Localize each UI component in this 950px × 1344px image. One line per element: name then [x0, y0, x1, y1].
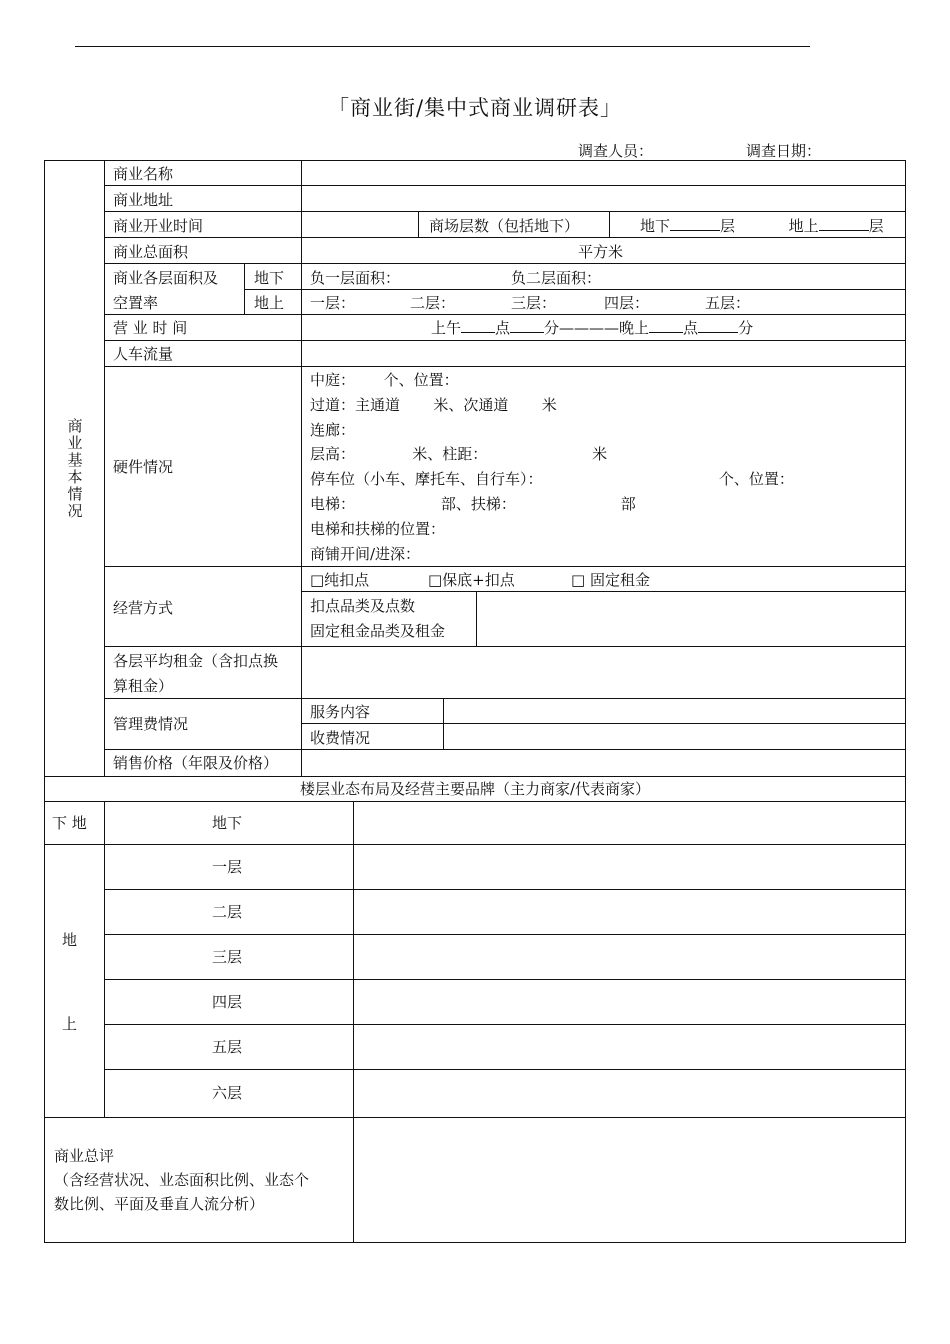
total-area-label: 商业总面积: [113, 243, 189, 261]
date-label: 调查日期：: [746, 142, 822, 160]
hardware-line: 停车位（小车、摩托车、自行车）： 个、位置：: [310, 470, 794, 489]
avg-rent-label-2: 算租金）: [113, 677, 174, 695]
hardware-line: 商铺开间/进深：: [310, 544, 421, 563]
business-name-label: 商业名称: [113, 165, 174, 183]
floor-label: 二层: [212, 902, 243, 921]
area-unit: 平方米: [578, 243, 624, 261]
f2-label: 二层：: [410, 294, 456, 312]
hardware-line: 层高： 米、柱距： 米: [310, 445, 608, 464]
summary-label: 商业总评: [54, 1147, 115, 1165]
b2-area-label: 负二层面积：: [511, 269, 602, 287]
avg-rent-label-1: 各层平均租金（含扣点换: [113, 652, 279, 670]
floor-label: 三层: [212, 947, 243, 966]
section-basic-info-label: 商 业 基 本 情 况: [67, 417, 83, 520]
fee-label: 收费情况: [310, 729, 371, 747]
f1-label: 一层：: [310, 294, 356, 312]
summary-desc-1: （含经营状况、业态面积比例、业态个: [54, 1171, 310, 1189]
page-title: 「商业街/集中式商业调研表」: [327, 96, 623, 120]
business-hours-values: 上午 点 分————晚上 点 分: [431, 319, 754, 337]
underground-floor-label: 地下: [212, 814, 243, 832]
f5-label: 五层：: [705, 294, 751, 312]
surveyor-label: 调查人员：: [578, 142, 654, 160]
service-content-label: 服务内容: [310, 703, 371, 721]
summary-desc-2: 数比例、平面及垂直人流分析）: [54, 1195, 265, 1213]
floor-label: 四层: [212, 992, 243, 1011]
f4-label: 四层：: [604, 294, 650, 312]
hardware-line: 过道：主通道 米、次通道 米: [310, 395, 557, 414]
floor-count-label: 商场层数（包括地下）: [429, 217, 580, 235]
hardware-label: 硬件情况: [113, 458, 174, 476]
mode-option-guarantee[interactable]: □保底+扣点: [428, 571, 515, 589]
header-rule: [75, 46, 810, 47]
business-address-label: 商业地址: [113, 191, 174, 209]
layout-header: 楼层业态布局及经营主要品牌（主力商家/代表商家）: [299, 780, 651, 798]
floor-area-label-1: 商业各层面积及: [113, 269, 219, 287]
sale-price-label: 销售价格（年限及价格）: [113, 754, 279, 772]
hardware-line: 连廊：: [310, 420, 356, 439]
opening-time-label: 商业开业时间: [113, 217, 204, 235]
commission-category-label: 扣点品类及点数: [310, 597, 416, 615]
floor-area-label-2: 空置率: [113, 294, 159, 312]
hardware-line: 中庭： 个、位置：: [310, 371, 459, 389]
hardware-line: 电梯： 部、扶梯： 部: [310, 495, 636, 513]
hardware-line: 电梯和扶梯的位置：: [310, 519, 446, 538]
floor-count-values: 地下 层 地上 层: [640, 217, 884, 235]
traffic-label: 人车流量: [113, 345, 174, 363]
f3-label: 三层：: [511, 294, 557, 312]
underground-label: 地下: [254, 269, 285, 287]
mode-option-fixed-rent[interactable]: □ 固定租金: [571, 571, 650, 589]
business-mode-label: 经营方式: [113, 599, 174, 617]
floor-label: 一层: [212, 857, 243, 876]
floor-label: 五层: [212, 1037, 243, 1056]
aboveground-side-label-1: 地: [62, 931, 78, 949]
mode-option-commission[interactable]: □纯扣点: [310, 571, 370, 589]
b1-area-label: 负一层面积：: [310, 269, 401, 287]
floor-label: 六层: [212, 1084, 243, 1102]
management-fee-label: 管理费情况: [113, 715, 189, 733]
aboveground-side-label-2: 上: [62, 1015, 78, 1033]
fixed-rent-category-label: 固定租金品类及租金: [310, 622, 446, 640]
aboveground-label: 地上: [254, 294, 285, 312]
underground-side-label: 下 地: [52, 814, 87, 832]
business-hours-label: 营 业 时 间: [113, 319, 188, 337]
